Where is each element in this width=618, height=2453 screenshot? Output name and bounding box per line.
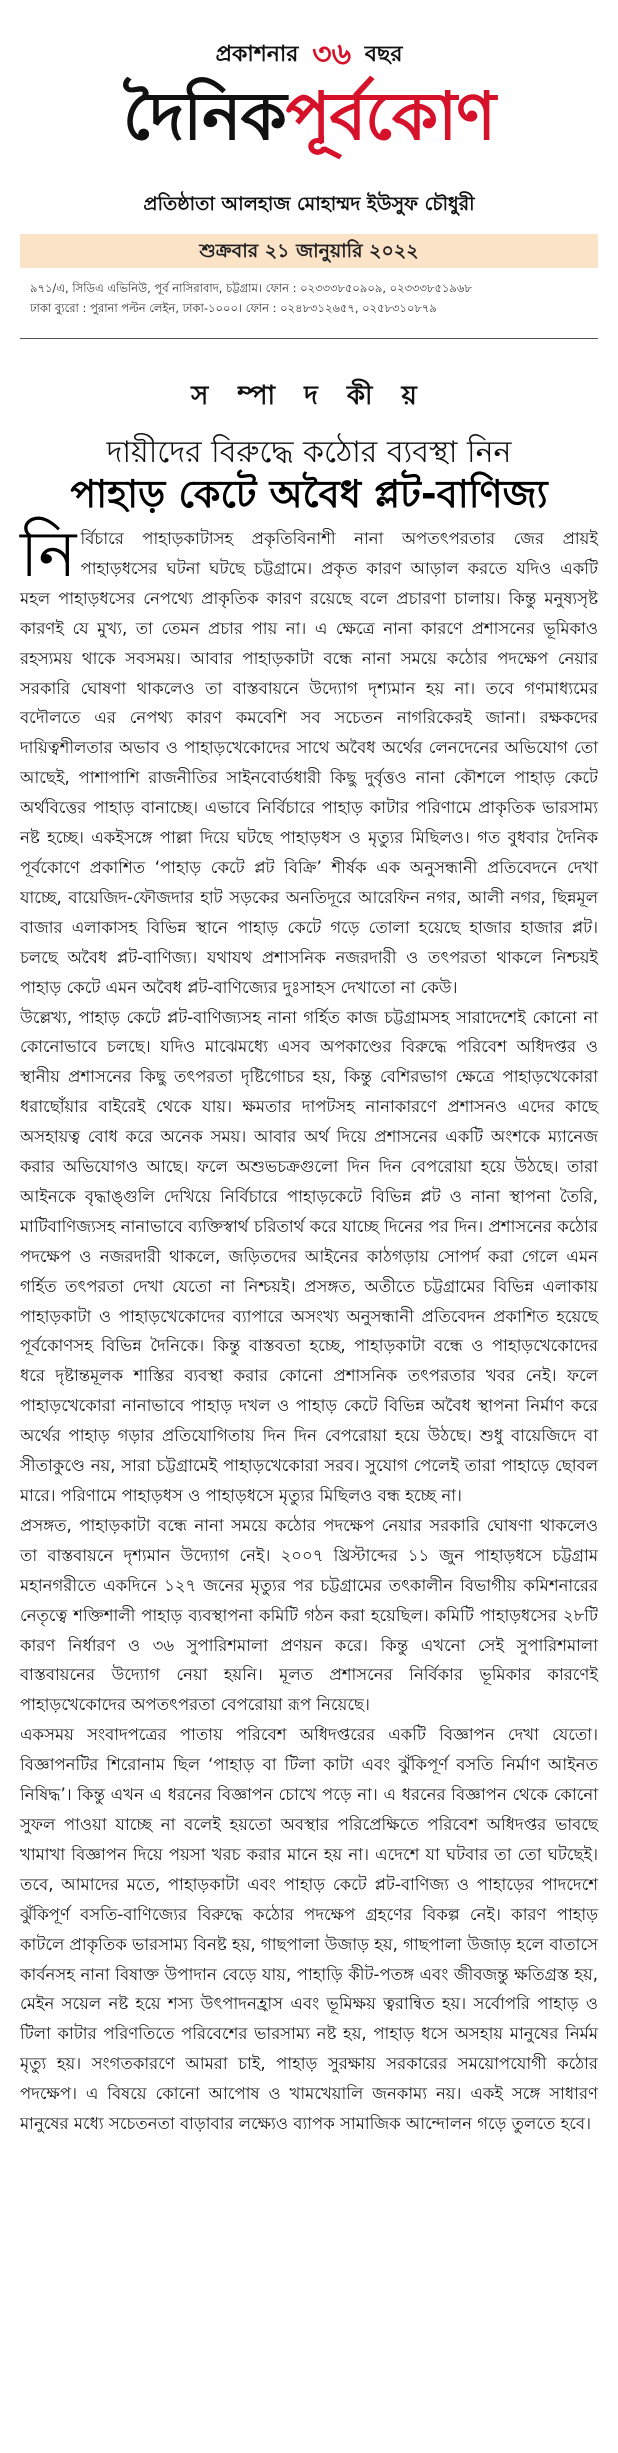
logo-word-dainik: দৈনিক: [122, 78, 286, 155]
paragraph: একসময় সংবাদপত্রের পাতায় পরিবেশ অধিদপ্তরের একটি বিজ্ঞাপন দেখা যেতো। বিজ্ঞাপনটির শিরোনাম ছিল ‘পাহাড় বা টিলা কাটা এবং ঝুঁকিপূর্ণ বসতি নির্মাণ আইনত নিষিদ্ধ’। কিন্তু এখন এ ধরনের বিজ্ঞাপন চোখে পড়ে না। এ ধরনের বিজ্ঞাপন থেকে কোনো সুফল পাওয়া যাচ্ছে না বলেই হয়তো অবস্থার পরিপ্রেক্ষিতে পরিবেশ অধিদপ্তর ভাবছে খামাখা বিজ্ঞাপন দিয়ে পয়সা খরচ করার মানে হয় না। এদেশে যা ঘটবার তা তো ঘটছেই। তবে, আমাদের মতে, পাহাড়কাটা এবং পাহাড় কেটে প্লট-বাণিজ্য ও পাহাড়ের পাদদেশে ঝুঁকিপূর্ণ বসতি-বাণিজ্যের বিরুদ্ধে কঠোর পদক্ষেপ গ্রহণের বিকল্প নেই। কারণ পাহাড় কাটলে প্রাকৃতিক ভারসাম্য বিনষ্ট হয়, গাছপালা উজাড় হয়, গাছপালা উজাড় হলে বাতাসে কার্বনসহ নানা বিষাক্ত উপাদান বেড়ে যায়, পাহাড়ি কীট-পতঙ্গ এবং জীবজন্তু ক্ষতিগ্রস্ত হয়, মেইন সয়েল নষ্ট হয়ে শস্য উৎপাদনহ্রাস এবং ভূমিক্ষয় ত্বরান্বিত হয়। সর্বোপরি পাহাড় ও টিলা কাটার পরিণতিতে পরিবেশের ভারসাম্য নষ্ট হয়, পাহাড় ধসে অসহায় মানুষের নির্মম মৃত্যু হয়। সংগতকারণে আমরা চাই, পাহাড় সুরক্ষায় সরকারের সময়োপযোগী কঠোর পদক্ষেপ। এ বিষয়ে কোনো আপোষ ও খামখেয়ালি জনকাম্য নয়। একই সঙ্গে সাধারণ মানুষের মধ্যে সচেতনতা বাড়াবার লক্ষ্যেও ব্যাপক সামাজিক আন্দোলন গড়ে তুলতে হবে।: [20, 1725, 598, 2134]
paragraph: উল্লেখ্য, পাহাড় কেটে প্লট-বাণিজ্যসহ নানা গর্হিত কাজ চট্টগ্রামসহ সারাদেশেই কোনো না কোনোভাবে চলছে। যদিও মাঝেমধ্যে এসব অপকাণ্ডের বিরুদ্ধে পরিবেশ অধিদপ্তর ও স্থানীয় প্রশাসনের কিছু তৎপরতা দৃষ্টিগোচর হয়, কিন্তু বেশিরভাগ ক্ষেত্রে পাহাড়খেকোরা ধরাছোঁয়ার বাইরেই থেকে যায়। ক্ষমতার দাপটসহ নানাকারণে প্রশাসনও এদের কাছে অসহায়ত্ব বোধ করে অনেক সময়। আবার অর্থ দিয়ে প্রশাসনের একটি অংশকে ম্যানেজ করার অভিযোগও আছে। ফলে অশুভচক্রগুলো দিন দিন বেপরোয়া হয়ে উঠছে। তারা আইনকে বৃদ্ধাঙ্গুলি দেখিয়ে নির্বিচারে পাহাড়কেটে বিভিন্ন প্লট ও নানা স্থাপনা তৈরি, মাটিবাণিজ্যসহ নানাভাবে ব্যক্তিস্বার্থ চরিতার্থ করে যাচ্ছে দিনের পর দিন। প্রশাসনের কঠোর পদক্ষেপ ও নজরদারী থাকলে, জড়িতদের আইনের কাঠগড়ায় সোপর্দ করা গেলে এমন গর্হিত তৎপরতা দেখা যেতো না নিশ্চয়ই। প্রসঙ্গত, অতীতে চট্টগ্রামের বিভিন্ন এলাকায় পাহাড়কাটা ও পাহাড়খেকোদের ব্যাপারে অসংখ্য অনুসন্ধানী প্রতিবেদন প্রকাশিত হয়েছে পূর্বকোণসহ বিভিন্ন দৈনিকে। কিন্তু বাস্তবতা হচ্ছে, পাহাড়কাটা বন্ধে ও পাহাড়খেকোদের ধরে দৃষ্টান্তমূলক শাস্তির ব্যবস্থা করার কোনো প্রশাসনিক তৎপরতার খবর নেই। ফলে পাহাড়খেকোরা নানাভাবে পাহাড় দখল ও পাহাড় কেটে বিভিন্ন অবৈধ স্থাপনা নির্মাণ করে অর্থের পাহাড় গড়ার প্রতিযোগিতায় দিন দিন বেপরোয়া হয়ে উঠছে। শুধু বায়েজিদে বা সীতাকুণ্ডে নয়, সারা চট্টগ্রামেই পাহাড়খেকোরা সরব। সুযোগ পেলেই তারা পাহাড়ে ছোবল মারে। পরিণামে পাহাড়ধস ও পাহাড়ধসে মৃত্যুর মিছিলও বন্ধ হচ্ছে না।: [20, 1007, 598, 1505]
issue-date: শুক্রবার ২১ জানুয়ারি ২০২২: [20, 234, 598, 268]
paragraph: প্রসঙ্গত, পাহাড়কাটা বন্ধে নানা সময়ে কঠোর পদক্ষেপ নেয়ার সরকারি ঘোষণা থাকলেও তা বাস্তবায়নে দৃশ্যমান উদ্যোগ নেই। ২০০৭ খ্রিস্টাব্দের ১১ জুন পাহাড়ধসে চট্টগ্রাম মহানগরীতে একদিনে ১২৭ জনের মৃত্যুর পর চট্টগ্রামের তৎকালীন বিভাগীয় কমিশনারের নেতৃত্বে শক্তিশালী পাহাড় ব্যবস্থাপনা কমিটি গঠন করা হয়েছিল। কমিটি পাহাড়ধসের ২৮টি কারণ নির্ধারণ ও ৩৬ সুপারিশমালা প্রণয়ন করে। কিন্তু এখনো সেই সুপারিশমালা বাস্তবায়নের উদ্যোগ নেয়া হয়নি। মূলত প্রশাসনের নির্বিকার ভূমিকার কারণেই পাহাড়খেকোদের অপতৎপরতা বেপরোয়া রূপ নিয়েছে।: [20, 1515, 598, 1715]
divider: [20, 338, 598, 339]
tagline-number: ৩৬: [312, 37, 352, 72]
masthead: [20, 0, 598, 315]
founder-line: প্রতিষ্ঠাতা আলহাজ মোহাম্মদ ইউসুফ চৌধুরী: [143, 193, 475, 215]
paragraph: [20, 518, 598, 1003]
newspaper-logo: [20, 72, 598, 162]
drop-cap: নি: [20, 518, 77, 592]
editorial-body: [20, 518, 598, 2139]
tagline-prefix: প্রকাশনার: [215, 42, 299, 67]
tagline-suffix: বছর: [364, 42, 403, 67]
kicker-headline: দায়ীদের বিরুদ্ধে কঠোর ব্যবস্থা নিন: [106, 435, 512, 470]
newspaper-page: [20, 0, 598, 2134]
paragraph-text: র্বিচারে পাহাড়কাটাসহ প্রকৃতিবিনাশী নানা অপতৎপরতার জের প্রায়ই পাহাড়ধসের ঘটনা ঘটছে চট্টগ্রামে। প্রকৃত কারণ আড়াল করতে যদিও একটি মহল পাহাড়ধসের নেপথ্যে প্রাকৃতিক কারণ রয়েছে বলে প্রচারণা চালায়। কিন্তু মনুষ্যসৃষ্ট কারণই যে মুখ্য, তা তেমন প্রচার পায় না। এ ক্ষেত্রে নানা কারণে প্রশাসনের ভূমিকাও রহস্যময় থাকে সবসময়। আবার পাহাড়কাটা বন্ধে নানা সময়ে কঠোর পদক্ষেপ নেয়ার সরকারি ঘোষণা থাকলেও তা বাস্তবায়নে উদ্যোগ দৃশ্যমান হয় না। তবে গণমাধ্যমের বদৌলতে এর নেপথ্য কারণ কমবেশি সব সচেতন নাগরিকেরই জানা। রক্ষকদের দায়িত্বশীলতার অভাব ও পাহাড়খেকোদের সাথে অবৈধ অর্থের লেনদেনের অভিযোগ তো আছেই, পাশাপাশি রাজনীতির সাইনবোর্ডধারী কিছু দুর্বৃত্তও নানা কৌশলে পাহাড় কেটে অর্থবিত্তের পাহাড় বানাচ্ছে। এভাবে নির্বিচারে পাহাড় কাটার পরিণামে প্রাকৃতিক ভারসাম্য নষ্ট হচ্ছে। একইসঙ্গে পাল্লা দিয়ে ঘটছে পাহাড়ধস ও মৃত্যুর মিছিলও। গত বুধবার দৈনিক পূর্বকোণে প্রকাশিত ‘পাহাড় কেটে প্লট বিক্রি’ শীর্ষক এক অনুসন্ধানী প্রতিবেদনে দেখা যাচ্ছে, বায়েজিদ-ফৌজদার হাট সড়কের অনতিদূরে আরেফিন নগর, আলী নগর, ছিন্নমূল বাজার এলাকাসহ বিভিন্ন স্থানে পাহাড় কেটে গড়ে তোলা হয়েছে হাজার হাজার প্লট। চলছে অবৈধ প্লট-বাণিজ্য। যথাযথ প্রশাসনিক নজরদারী ও তৎপরতা থাকলে নিশ্চয়ই পাহাড় কেটে এমন অবৈধ প্লট-বাণিজ্যের দুঃসাহস দেখাতো না কেউ।: [20, 529, 598, 997]
section-title: স ম্পা দ কী য়: [191, 381, 427, 411]
logo-word-purbokon: পূর্বকোণ: [285, 78, 496, 155]
address-line-dhaka-bureau: ঢাকা ব্যুরো : পুরানা পল্টন লেইন, ঢাকা-১০০০। ফোন : ০২৪৮৩১২৬৫৭, ০২৫৮৩১০৮৭৯: [30, 301, 437, 315]
main-headline: পাহাড় কেটে অবৈধ প্লট-বাণিজ্য: [70, 472, 548, 516]
office-address: [30, 278, 590, 318]
address-line-head-office: ৯৭১/এ, সিডিএ এভিনিউ, পূর্ব নাসিরাবাদ, চট্টগ্রাম। ফোন : ০২৩৩৩৮৫০৯০৯, ০২৩৩৩৮৫১৯৬৮: [30, 281, 472, 295]
